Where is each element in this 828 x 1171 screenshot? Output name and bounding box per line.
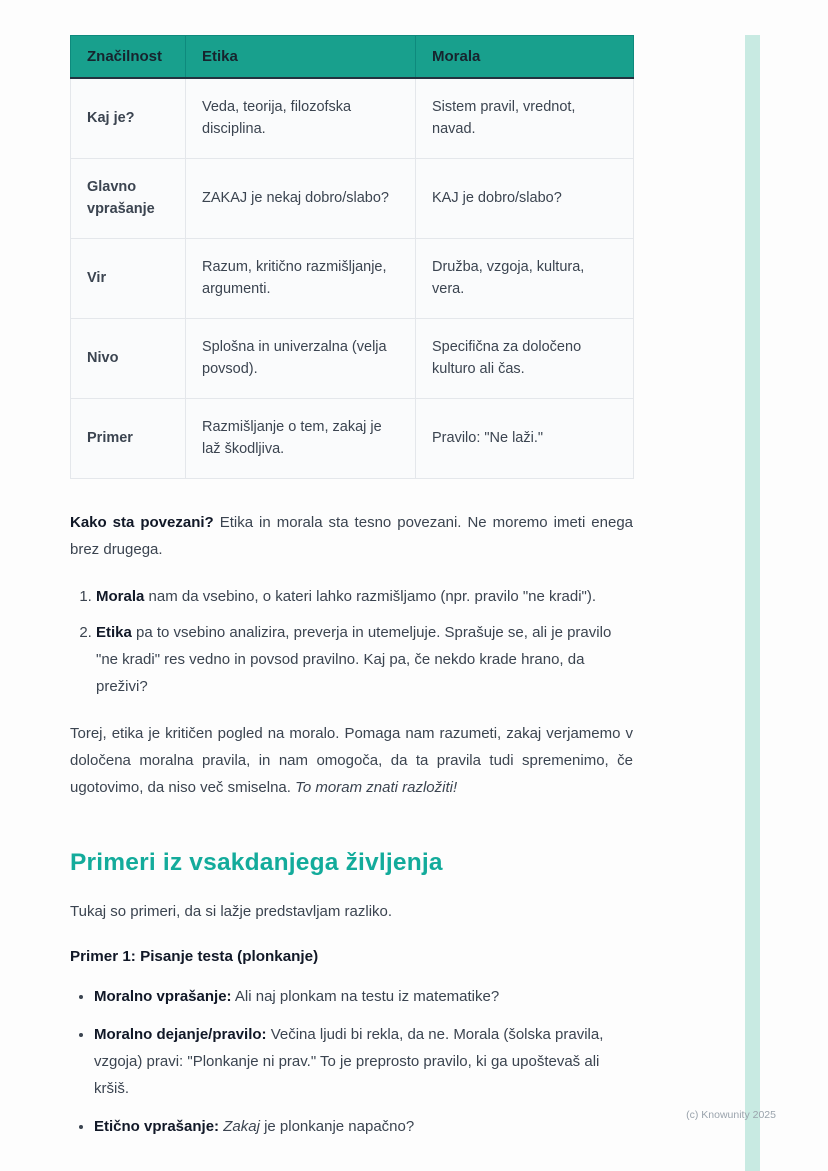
paragraph-summary-note: To moram znati razložiti! bbox=[295, 778, 458, 796]
list-item bbox=[94, 983, 633, 1010]
watermark: (c) Knowunity 2025 bbox=[686, 1109, 776, 1121]
paragraph-summary-text: Torej, etika je kritičen pogled na moralo. Pomaga nam razumeti, zakaj verjamemo v določena moralna pravila, in nam omogoča, da ta pravila tudi spremenimo, če ugotovimo, da niso več smiselna. bbox=[70, 724, 633, 796]
list-item-lead: Etično vprašanje: bbox=[94, 1117, 224, 1135]
table-header-morala: Morala bbox=[416, 36, 634, 79]
list-item-text: Ali naj plonkam na testu iz matematike? bbox=[231, 987, 500, 1005]
table-cell: ZAKAJ je nekaj dobro/slabo? bbox=[186, 158, 416, 238]
list-item-text: nam da vsebino, o kateri lahko razmišljamo (npr. pravilo "ne kradi"). bbox=[144, 587, 597, 605]
list-item-lead: Moralno dejanje/pravilo: bbox=[94, 1025, 267, 1043]
table-row bbox=[71, 158, 634, 238]
table-cell: Splošna in univerzalna (velja povsod). bbox=[186, 318, 416, 398]
document-page bbox=[70, 35, 633, 1151]
table-cell: Družba, vzgoja, kultura, vera. bbox=[416, 238, 634, 318]
list-item bbox=[94, 1113, 633, 1140]
list-item-text: Večina ljudi bi rekla, da ne. Morala (šolska pravila, vzgoja) pravi: "Plonkanje ni prav." To je preprosto pravilo, ki ga upoštevaš ali kršiš. bbox=[94, 1025, 604, 1097]
table-header-znacilnost: Značilnost bbox=[71, 36, 186, 79]
table-cell: Razmišljanje o tem, zakaj je laž škodljiva. bbox=[186, 398, 416, 478]
table-cell: Pravilo: "Ne laži." bbox=[416, 398, 634, 478]
list-item-text: je plonkanje napačno? bbox=[259, 1117, 415, 1135]
paragraph-examples-intro: Tukaj so primeri, da si lažje predstavljam razliko. bbox=[70, 902, 393, 920]
table-cell-label: Vir bbox=[71, 238, 186, 318]
table-row bbox=[71, 78, 634, 158]
ethics-morals-comparison-table bbox=[70, 35, 634, 479]
table-cell-label: Primer bbox=[71, 398, 186, 478]
list-item-lead: Morala bbox=[96, 587, 145, 605]
list-item-text: pa to vsebino analizira, preverja in utemeljuje. Sprašuje se, ali je pravilo "ne kradi" res vedno in povsod pravilno. Kaj pa, če nekdo krade hrano, da preživi? bbox=[96, 623, 612, 695]
section-heading-examples: Primeri iz vsakdanjega življenja bbox=[70, 848, 443, 876]
table-header-etika: Etika bbox=[186, 36, 416, 79]
table-row bbox=[71, 318, 634, 398]
table-cell: Veda, teorija, filozofska disciplina. bbox=[186, 78, 416, 158]
list-item bbox=[94, 1021, 633, 1102]
list-item bbox=[96, 583, 633, 610]
list-item-lead: Moralno vprašanje: bbox=[94, 987, 232, 1005]
paragraph-connection-text: Etika in morala sta tesno povezani. Ne moremo imeti enega brez drugega. bbox=[70, 513, 634, 558]
paragraph-summary bbox=[70, 720, 633, 801]
page-edge-strip bbox=[745, 35, 760, 1171]
example1-bullet-list bbox=[70, 983, 633, 1140]
example1-title: Primer 1: Pisanje testa (plonkanje) bbox=[70, 947, 319, 965]
table-row bbox=[71, 398, 634, 478]
table-row bbox=[71, 238, 634, 318]
paragraph-connection bbox=[70, 509, 633, 563]
list-item bbox=[96, 619, 633, 700]
table-cell-label: Nivo bbox=[71, 318, 186, 398]
table-cell: Sistem pravil, vrednot, navad. bbox=[416, 78, 634, 158]
paragraph-connection-lead: Kako sta povezani? bbox=[70, 513, 214, 531]
table-cell-label: Glavno vprašanje bbox=[71, 158, 186, 238]
table-cell: KAJ je dobro/slabo? bbox=[416, 158, 634, 238]
list-item-italic: Zakaj bbox=[223, 1117, 260, 1135]
table-cell: Razum, kritično razmišljanje, argumenti. bbox=[186, 238, 416, 318]
list-item-lead: Etika bbox=[96, 623, 132, 641]
connection-numbered-list bbox=[70, 583, 633, 700]
table-header-row bbox=[71, 36, 634, 79]
table-cell-label: Kaj je? bbox=[71, 78, 186, 158]
table-cell: Specifična za določeno kulturo ali čas. bbox=[416, 318, 634, 398]
